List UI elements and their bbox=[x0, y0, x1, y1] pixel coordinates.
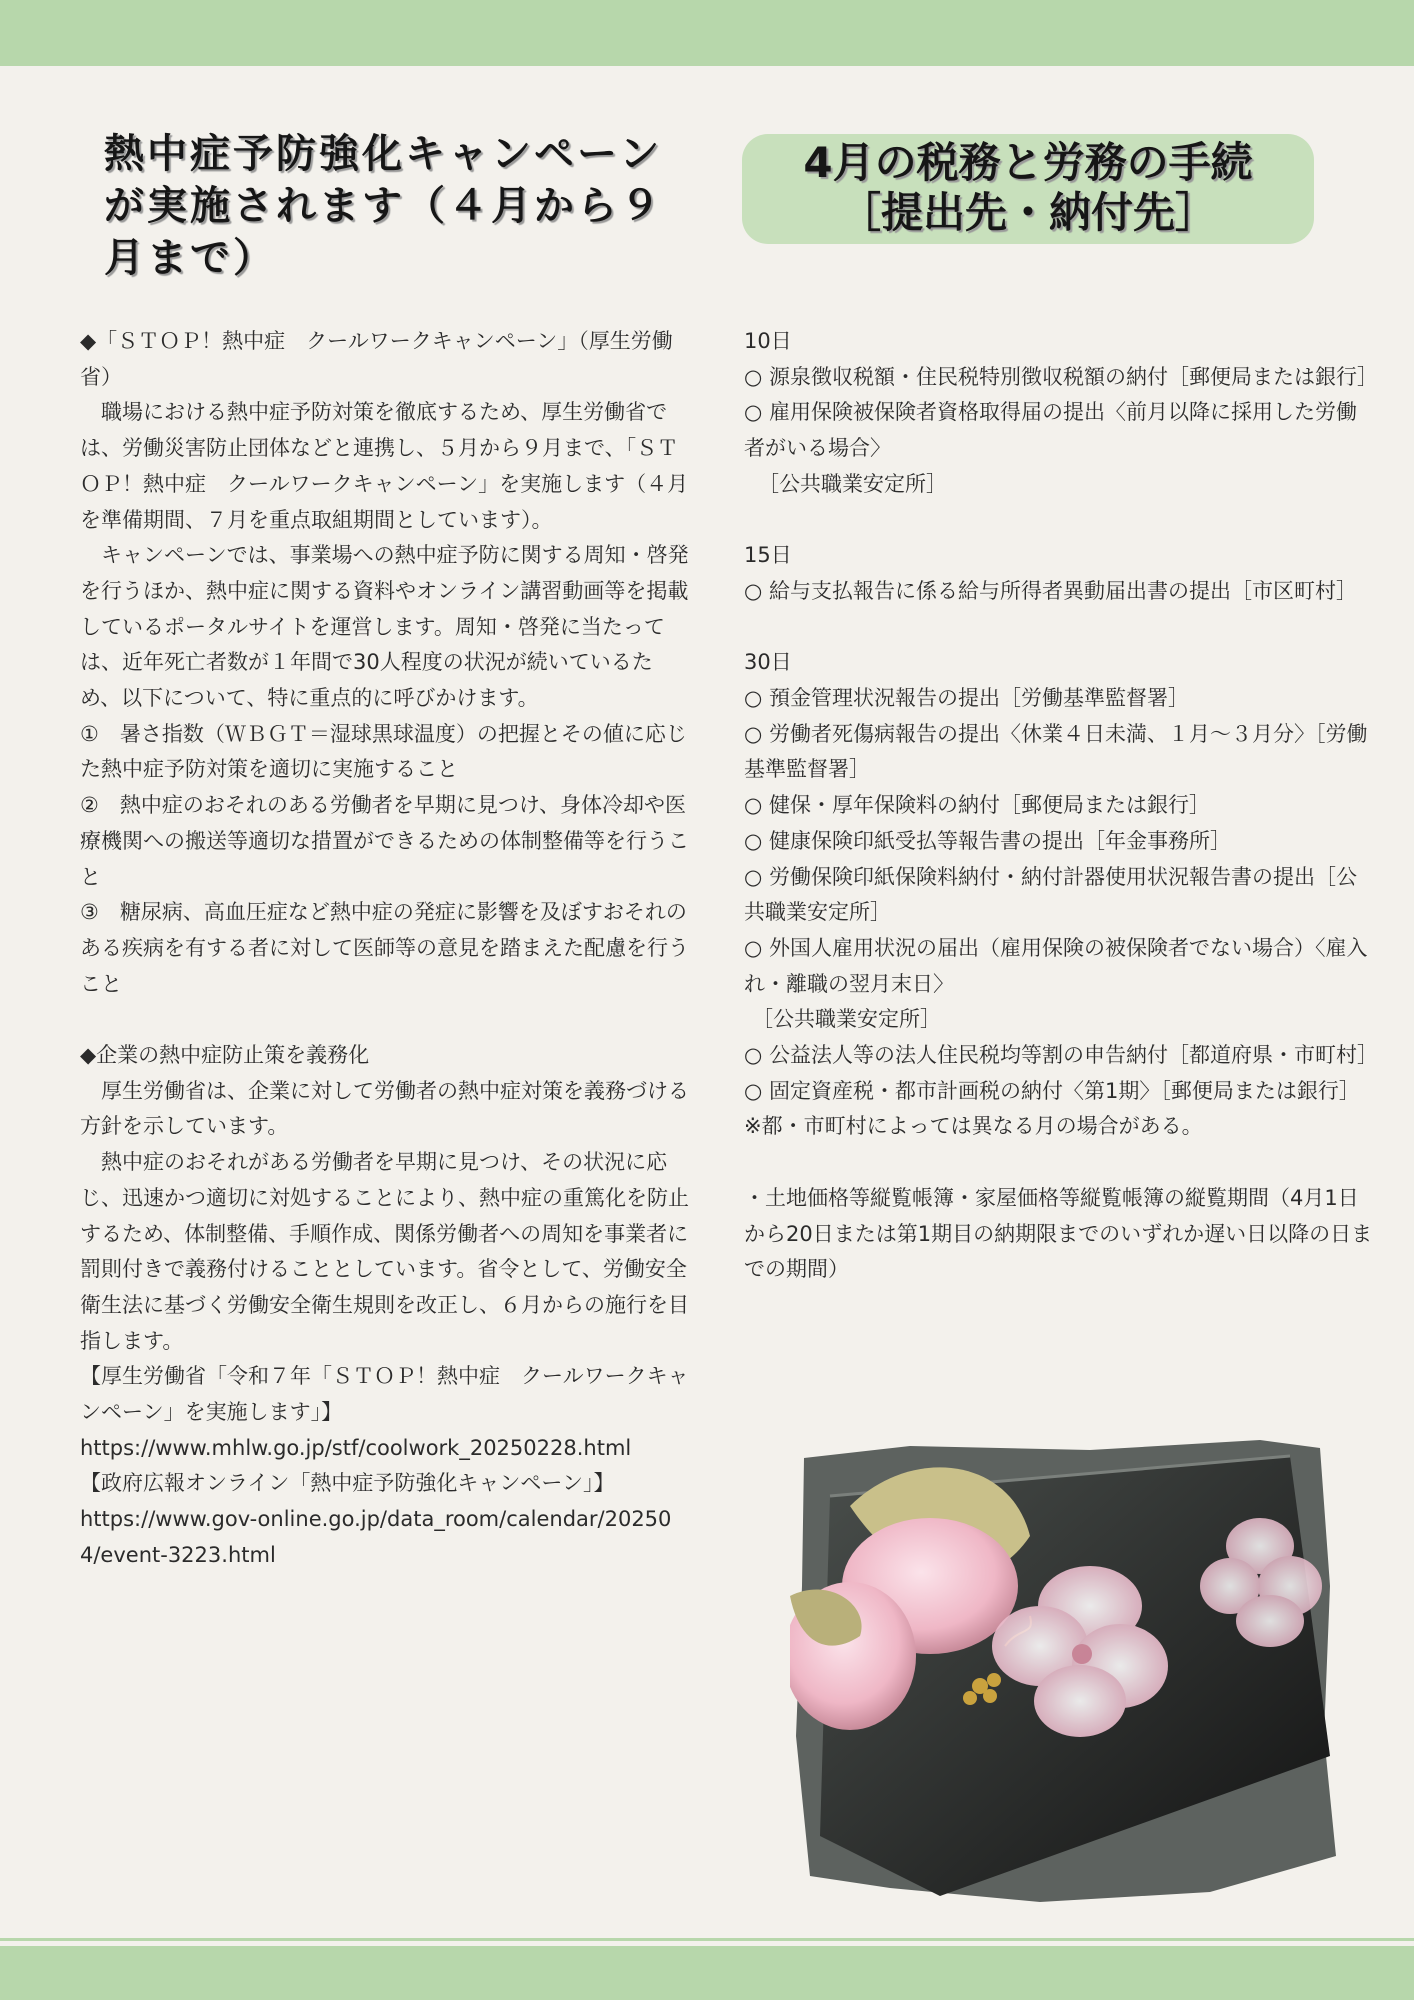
bottom-band-line bbox=[0, 1938, 1414, 1941]
list-item: ○ 公益法人等の法人住民税均等割の申告納付［都道府県・市町村］ bbox=[744, 1043, 1378, 1068]
reference-title: 【政府広報オンライン「熱中症予防強化キャンペーン」】 bbox=[80, 1471, 615, 1496]
list-item: ○ 健保・厚年保険料の納付［郵便局または銀行］ bbox=[744, 793, 1210, 818]
paragraph: ① 暑さ指数（ＷＢＧＴ＝湿球黒球温度）の把握とその値に応じた熱中症予防対策を適切に実施すること bbox=[80, 721, 687, 782]
list-item: ○ 健康保険印紙受払等報告書の提出［年金事務所］ bbox=[744, 828, 1231, 853]
inspection-period-note: ・土地価格等縦覧帳簿・家屋価格等縦覧帳簿の縦覧期間（4月1日から20日または第1期目の納期限までのいずれか遅い日以降の日までの期間） bbox=[744, 1185, 1373, 1282]
gov-online-link[interactable]: https://www.gov-online.go.jp/data_room/calendar/202504/event-3223.html bbox=[80, 1507, 672, 1567]
note: ※都・市町村によっては異なる月の場合がある。 bbox=[744, 1114, 1203, 1139]
procedures-title bbox=[742, 134, 1314, 238]
paragraph: キャンペーンでは、事業場への熱中症予防に関する周知・啓発を行うほか、熱中症に関する資料やオンライン講習動画等を掲載しているポータルサイトを運営します。周知・啓発に当たっては、近年死亡者数が１年間で30人程度の状況が続いているため、以下について、特に重点的に呼びかけます。 bbox=[80, 543, 689, 711]
paragraph: ③ 糖尿病、高血圧症など熱中症の発症に影響を及ぼすおそれのある疾病を有する者に対して医師等の意見を踏まえた配慮を行うこと bbox=[80, 900, 689, 996]
list-item: ○ 給与支払報告に係る給与所得者異動届出書の提出［市区町村］ bbox=[744, 578, 1357, 603]
list-item: ○ 固定資産税・都市計画税の納付〈第1期〉［郵便局または銀行］ bbox=[744, 1078, 1360, 1103]
paragraph: ② 熱中症のおそれのある労働者を早期に見つけ、身体冷却や医療機関への搬送等適切な措置ができるための体制整備等を行うこと bbox=[80, 793, 689, 889]
procedures-list bbox=[744, 324, 1378, 1288]
date-heading: 30日 bbox=[744, 650, 792, 675]
paragraph: 職場における熱中症予防対策を徹底するため、厚生労働省では、労働災害防止団体などと連携し、５月から９月まで、「ＳＴＯＰ！熱中症 クールワークキャンペーン」を実施します（４月を準備期間、７月を重点取組期間としています）。 bbox=[80, 400, 689, 532]
list-item: ［公共職業安定所］ bbox=[752, 1007, 941, 1032]
paragraph: 厚生労働省は、企業に対して労働者の熱中症対策を義務づける方針を示しています。 bbox=[80, 1078, 689, 1139]
campaign-title: 熱中症予防強化キャンペーンが実施されます（４月から９月まで） bbox=[104, 131, 663, 281]
bottom-band bbox=[0, 1946, 1414, 2000]
spacer bbox=[80, 1002, 690, 1038]
paragraph: ◆「ＳＴＯＰ！熱中症 クールワークキャンペーン」（厚生労働省） bbox=[80, 329, 673, 389]
mhlw-link[interactable]: https://www.mhlw.go.jp/stf/coolwork_20250228.html bbox=[80, 1435, 632, 1460]
list-item: ○ 雇用保険被保険者資格取得届の提出〈前月以降に採用した労働者がいる場合〉 bbox=[744, 400, 1357, 461]
list-item: ○ 労働者死傷病報告の提出〈休業４日未満、１月～３月分〉［労働基準監督署］ bbox=[744, 721, 1368, 782]
list-item: ○ 外国人雇用状況の届出（雇用保険の被保険者でない場合）〈雇入れ・離職の翌月末日〉 bbox=[744, 935, 1368, 996]
list-item: ［公共職業安定所］ bbox=[758, 471, 947, 496]
top-band bbox=[0, 0, 1414, 66]
spacer bbox=[744, 1145, 1374, 1181]
procedures-title-line1: 4月の税務と労務の手続 bbox=[803, 138, 1253, 187]
campaign-body bbox=[80, 324, 690, 1574]
spacer bbox=[744, 503, 1374, 539]
section-heading: ◆企業の熱中症防止策を義務化 bbox=[80, 1043, 370, 1068]
procedures-title-line2: ［提出先・納付先］ bbox=[838, 188, 1217, 237]
list-item: ○ 預金管理状況報告の提出［労働基準監督署］ bbox=[744, 686, 1189, 710]
list-item: ○ 労働保険印紙保険料納付・納付計器使用状況報告書の提出［公共職業安定所］ bbox=[744, 864, 1357, 925]
reference-title: 【厚生労働省「令和７年「ＳＴＯＰ！熱中症 クールワークキャンペーン」を実施します」】 bbox=[80, 1364, 689, 1425]
sakura-mochi-photo bbox=[790, 1436, 1336, 1902]
date-heading: 15日 bbox=[744, 543, 792, 568]
paragraph: 熱中症のおそれがある労働者を早期に見つけ、その状況に応じ、迅速かつ適切に対処することにより、熱中症の重篤化を防止するため、体制整備、手順作成、関係労働者への周知を事業者に罰則付きで義務付けることとしています。省令として、労働安全衛生法に基づく労働安全衛生規則を改正し、６月からの施行を目指します。 bbox=[80, 1150, 689, 1353]
spacer bbox=[744, 610, 1374, 646]
date-heading: 10日 bbox=[744, 329, 792, 353]
list-item: ○ 源泉徴収税額・住民税特別徴収税額の納付［郵便局または銀行］ bbox=[744, 364, 1378, 389]
